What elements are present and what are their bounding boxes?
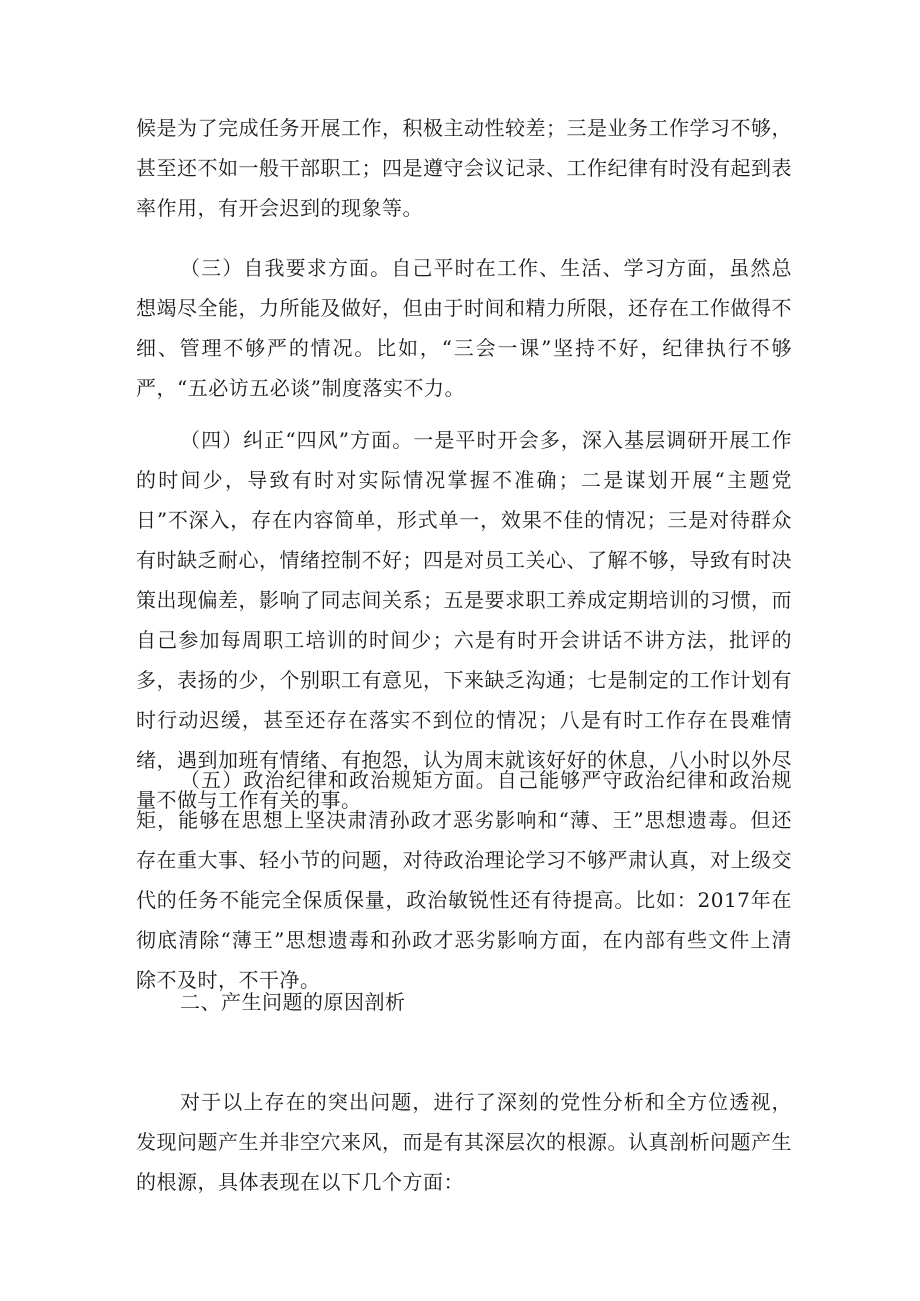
paragraph-self-requirement: （三）自我要求方面。自己平时在工作、生活、学习方面，虽然总想竭尽全能，力所能及做好，但由于时间和精力所限，还存在工作做得不细、管理不够严的情况。比如，“三会一课”坚持不好，纪律执行不够严，“五必访五必谈”制度落实不力。 — [136, 256, 792, 400]
paragraph-cause-intro: 对于以上存在的突出问题，进行了深刻的党性分析和全方位透视，发现问题产生并非空穴来风，而是有其深层次的根源。认真剖析问题产生的根源，具体表现在以下几个方面： — [136, 1090, 792, 1194]
paragraph-political-discipline: （五）政治纪律和政治规矩方面。自己能够严守政治纪律和政治规矩，能够在思想上坚决肃清孙政才恶劣影响和“薄、王”思想遗毒。但还存在重大事、轻小节的问题，对待政治理论学习不够严肃认真，对上级交代的任务不能完全保质保量，政治敏锐性还有待提高。比如：2017年在彻底清除“薄王”思想遗毒和孙政才恶劣影响方面，在内部有些文件上清除不及时，不干净。 — [136, 768, 792, 992]
paragraph-work-attitude-continuation: 候是为了完成任务开展工作，积极主动性较差；三是业务工作学习不够，甚至还不如一般干部职工；四是遵守会议记录、工作纪律有时没有起到表率作用，有开会迟到的现象等。 — [136, 116, 792, 220]
paragraph-four-winds: （四）纠正“四风”方面。一是平时开会多，深入基层调研开展工作的时间少，导致有时对实际情况掌握不准确；二是谋划开展“主题党日”不深入，存在内容简单，形式单一，效果不佳的情况；三是对待群众有时缺乏耐心，情绪控制不好；四是对员工关心、了解不够，导致有时决策出现偏差，影响了同志间关系；五是要求职工养成定期培训的习惯，而自己参加每周职工培训的时间少；六是有时开会讲话不讲方法，批评的多，表扬的少，个别职工有意见，下来缺乏沟通；七是制定的工作计划有时行动迟缓，甚至还存在落实不到位的情况；八是有时工作存在畏难情绪，遇到加班有情绪、有抱怨，认为周末就该好好的休息，八小时以外尽量不做与工作有关的事。 — [136, 428, 792, 812]
section-heading-cause-analysis: 二、产生问题的原因剖析 — [180, 990, 406, 1014]
